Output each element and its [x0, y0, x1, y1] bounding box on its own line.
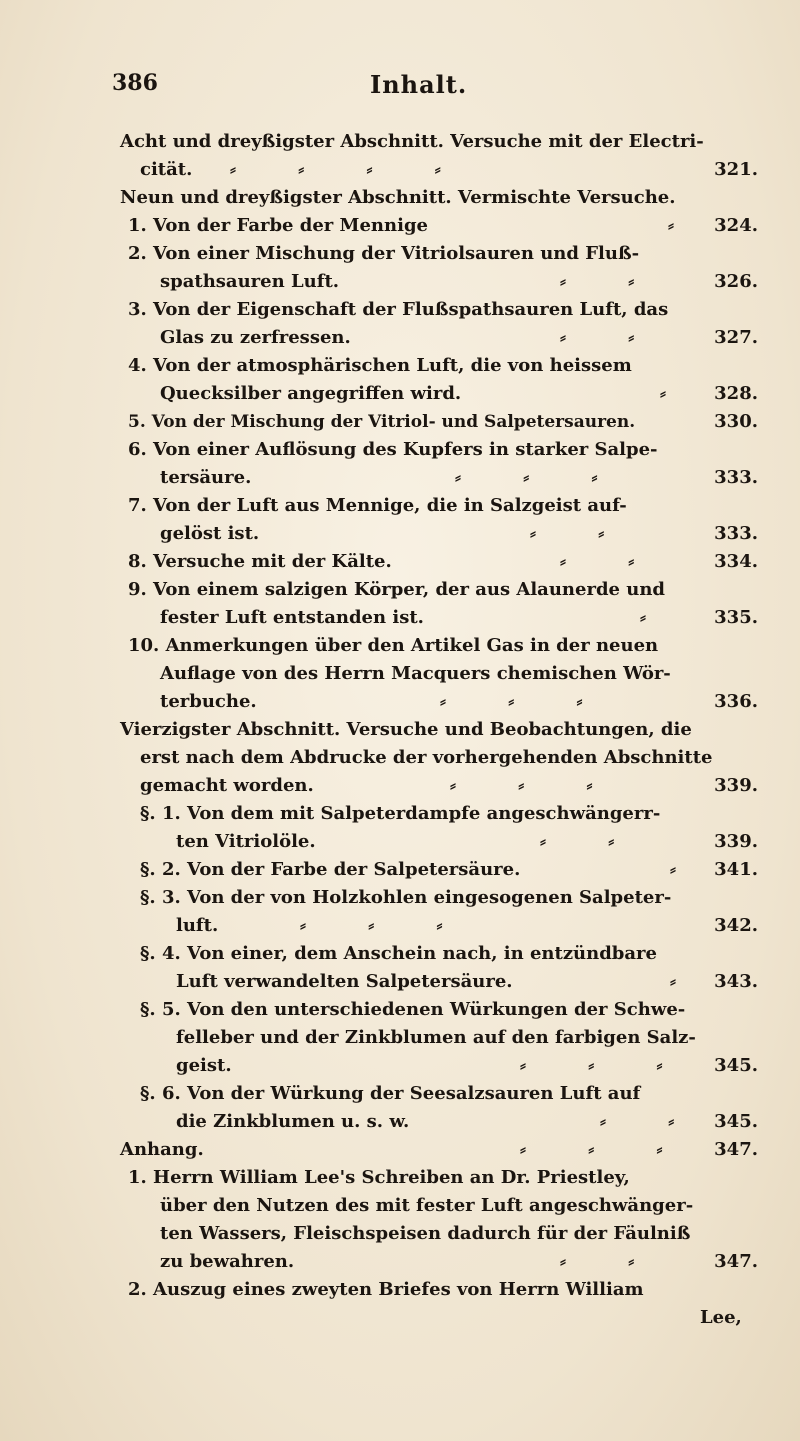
toc-entry-text: ten Vitriolöle.: [176, 831, 316, 852]
toc-entry-text: 3. Von der Eigenschaft der Flußspathsauren Luft, das: [128, 299, 669, 320]
toc-entry-text: 2. Auszug eines zweyten Briefes von Herrn William: [128, 1279, 644, 1300]
toc-entry: [0, 1220, 800, 1248]
page-header: [0, 70, 800, 110]
toc-entry-text: gemacht worden.: [140, 775, 314, 796]
toc-entry-text: 5. Von der Mischung der Vitriol- und Salpetersauren.: [128, 412, 636, 432]
toc-page-number: 321.: [714, 159, 758, 180]
toc-page-number: 333.: [714, 523, 758, 544]
toc-entry: [0, 1164, 800, 1192]
toc-entry: [0, 156, 800, 184]
toc-entry-text: 6. Von einer Auflösung des Kupfers in starker Salpe-: [128, 439, 658, 460]
toc-entry: [0, 240, 800, 268]
toc-entry-text: spathsauren Luft.: [160, 271, 340, 292]
toc-entry-text: 10. Anmerkungen über den Artikel Gas in der neuen: [128, 635, 659, 656]
toc-entry-text: terbuche.: [160, 691, 257, 712]
toc-entry-text: Lee,: [700, 1307, 742, 1328]
toc-entry-text: Neun und dreyßigster Abschnitt. Vermischte Versuche.: [120, 187, 676, 208]
toc-entry-text: 7. Von der Luft aus Mennige, die in Salzgeist auf-: [128, 495, 627, 516]
toc-entry: [0, 1304, 800, 1332]
toc-entry: [0, 800, 800, 828]
leader-dots: ⸗ ⸗: [560, 327, 663, 348]
toc-entry-text: erst nach dem Abdrucke der vorhergehenden Abschnitte: [140, 747, 713, 768]
toc-entry-text: §. 5. Von den unterschiedenen Würkungen der Schwe-: [140, 999, 686, 1020]
toc-entry-text: geist.: [176, 1055, 232, 1076]
toc-entry: [0, 604, 800, 632]
toc-entry: [0, 1080, 800, 1108]
running-title: Inhalt.: [370, 70, 468, 99]
toc-entry: [0, 996, 800, 1024]
toc-entry: [0, 184, 800, 212]
toc-page-number: 326.: [714, 271, 758, 292]
toc-page-number: 341.: [714, 859, 758, 880]
toc-entry: [0, 716, 800, 744]
toc-page-number: 345.: [714, 1111, 758, 1132]
toc-page-number: 339.: [714, 775, 758, 796]
toc-entry-text: 4. Von der atmosphärischen Luft, die von heissem: [128, 355, 632, 376]
toc-entry: [0, 1248, 800, 1276]
toc-entry: [0, 912, 800, 940]
leader-dots: ⸗ ⸗ ⸗: [520, 1055, 691, 1076]
leader-dots: ⸗ ⸗: [560, 551, 663, 572]
leader-dots: ⸗ ⸗: [600, 1111, 703, 1132]
toc-entry: [0, 548, 800, 576]
toc-page-number: 347.: [714, 1251, 758, 1272]
toc-page-number: 343.: [714, 971, 758, 992]
toc-entry: [0, 296, 800, 324]
toc-entry-text: Auflage von des Herrn Macquers chemischen Wör-: [160, 663, 671, 684]
toc-page-number: 345.: [714, 1055, 758, 1076]
leader-dots: ⸗ ⸗ ⸗: [300, 915, 471, 936]
toc-page-number: 347.: [714, 1139, 758, 1160]
toc-page-number: 330.: [714, 411, 758, 432]
toc-entry-text: zu bewahren.: [160, 1251, 295, 1272]
toc-entry-text: 2. Von einer Mischung der Vitriolsauren und Fluß-: [128, 243, 640, 264]
toc-entry: [0, 1024, 800, 1052]
toc-entry: [0, 968, 800, 996]
toc-entry: [0, 436, 800, 464]
leader-dots: ⸗ ⸗ ⸗: [450, 775, 621, 796]
toc-page-number: 333.: [714, 467, 758, 488]
toc-entry: [0, 856, 800, 884]
toc-entry: [0, 660, 800, 688]
toc-entry: [0, 324, 800, 352]
toc-entry-text: §. 1. Von dem mit Salpeterdampfe angeschwängerr-: [140, 803, 661, 824]
toc-entry-text: tersäure.: [160, 467, 252, 488]
table-of-contents: [0, 128, 800, 1332]
toc-entry: [0, 1276, 800, 1304]
leader-dots: ⸗ ⸗: [560, 1251, 663, 1272]
toc-entry-text: 8. Versuche mit der Kälte.: [128, 551, 392, 572]
toc-entry-text: Glas zu zerfressen.: [160, 327, 351, 348]
toc-entry-text: 1. Von der Farbe der Mennige: [128, 215, 428, 236]
toc-entry: [0, 688, 800, 716]
toc-entry: [0, 408, 800, 436]
toc-entry-text: cität.: [140, 159, 193, 180]
leader-dots: ⸗ ⸗ ⸗: [440, 691, 611, 712]
toc-entry: [0, 576, 800, 604]
toc-entry: [0, 128, 800, 156]
leader-dots: ⸗: [668, 215, 702, 236]
toc-entry-text: 1. Herrn William Lee's Schreiben an Dr. Priestley,: [128, 1167, 630, 1188]
leader-dots: ⸗ ⸗: [530, 523, 633, 544]
leader-dots: ⸗ ⸗ ⸗ ⸗: [230, 159, 469, 180]
toc-entry-text: Vierzigster Abschnitt. Versuche und Beobachtungen, die: [120, 719, 692, 740]
leader-dots: ⸗: [640, 607, 674, 628]
page-number: 386: [112, 70, 158, 96]
leader-dots: ⸗ ⸗ ⸗: [520, 1139, 691, 1160]
leader-dots: ⸗: [670, 859, 704, 880]
toc-entry: [0, 268, 800, 296]
toc-entry: [0, 1136, 800, 1164]
toc-entry-text: Luft verwandelten Salpetersäure.: [176, 971, 513, 992]
toc-page-number: 324.: [714, 215, 758, 236]
toc-entry-text: §. 2. Von der Farbe der Salpetersäure.: [140, 859, 521, 880]
toc-entry: [0, 520, 800, 548]
toc-page-number: 334.: [714, 551, 758, 572]
toc-entry-text: §. 3. Von der von Holzkohlen eingesogenen Salpeter-: [140, 887, 672, 908]
toc-page-number: 336.: [714, 691, 758, 712]
toc-entry: [0, 744, 800, 772]
toc-entry: [0, 1052, 800, 1080]
toc-entry-text: luft.: [176, 915, 219, 936]
toc-entry-text: Acht und dreyßigster Abschnitt. Versuche mit der Electri-: [120, 131, 704, 152]
toc-entry-text: Quecksilber angegriffen wird.: [160, 383, 462, 404]
toc-entry-text: ten Wassers, Fleischspeisen dadurch für der Fäulniß: [160, 1223, 691, 1244]
toc-entry: [0, 464, 800, 492]
toc-entry-text: über den Nutzen des mit fester Luft angeschwänger-: [160, 1195, 694, 1216]
toc-entry-text: fester Luft entstanden ist.: [160, 607, 424, 628]
toc-entry-text: felleber und der Zinkblumen auf den farbigen Salz-: [176, 1027, 696, 1048]
toc-entry-text: §. 6. Von der Würkung der Seesalzsauren Luft auf: [140, 1083, 641, 1104]
toc-entry-text: gelöst ist.: [160, 523, 260, 544]
toc-entry: [0, 632, 800, 660]
toc-entry-text: die Zinkblumen u. s. w.: [176, 1111, 410, 1132]
toc-page-number: 339.: [714, 831, 758, 852]
toc-page-number: 327.: [714, 327, 758, 348]
toc-entry: [0, 1108, 800, 1136]
toc-entry-text: §. 4. Von einer, dem Anschein nach, in entzündbare: [140, 943, 657, 964]
toc-page-number: 328.: [714, 383, 758, 404]
toc-entry: [0, 772, 800, 800]
toc-entry: [0, 940, 800, 968]
toc-entry: [0, 212, 800, 240]
toc-entry: [0, 884, 800, 912]
leader-dots: ⸗ ⸗: [560, 271, 663, 292]
toc-entry: [0, 492, 800, 520]
toc-entry-text: 9. Von einem salzigen Körper, der aus Alaunerde und: [128, 579, 666, 600]
leader-dots: ⸗ ⸗: [540, 831, 643, 852]
leader-dots: ⸗ ⸗ ⸗: [455, 467, 626, 488]
toc-entry-text: Anhang.: [120, 1139, 204, 1160]
toc-entry: [0, 1192, 800, 1220]
toc-page-number: 335.: [714, 607, 758, 628]
toc-entry: [0, 828, 800, 856]
toc-entry: [0, 380, 800, 408]
toc-entry: [0, 352, 800, 380]
leader-dots: ⸗: [670, 971, 704, 992]
toc-page-number: 342.: [714, 915, 758, 936]
leader-dots: ⸗: [660, 383, 694, 404]
